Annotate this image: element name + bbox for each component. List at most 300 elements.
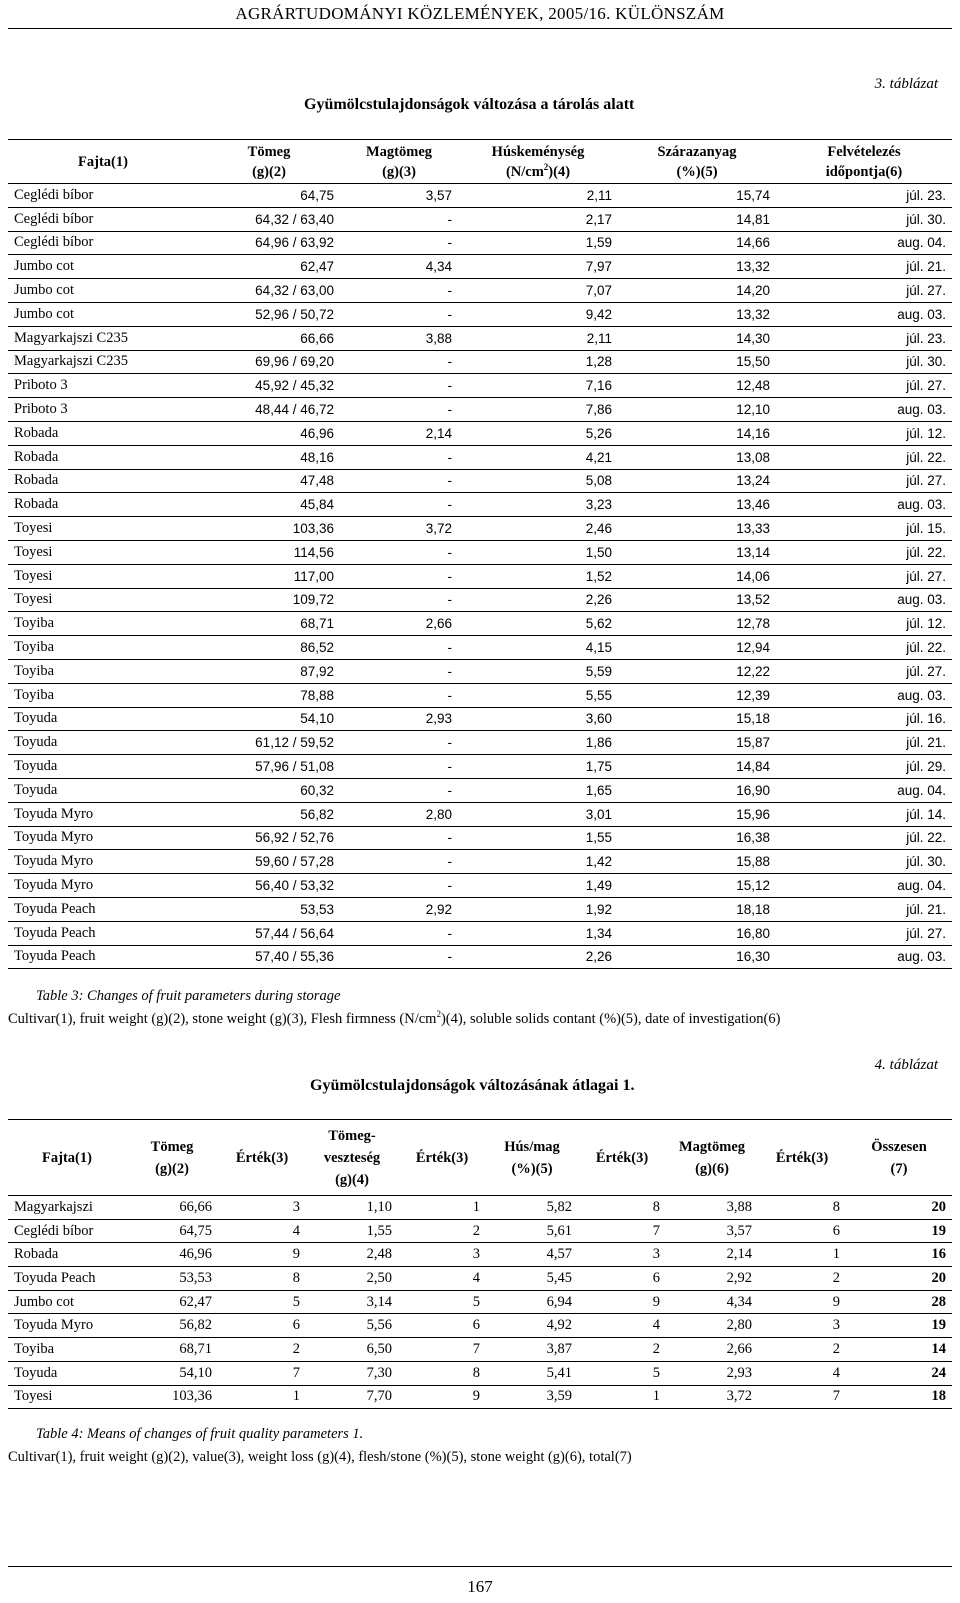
table3-header-stone: Magtömeg (g)(3): [365, 143, 433, 180]
cell-value: 7: [832, 1388, 840, 1405]
table3-row: [8, 279, 952, 303]
cell-loss: 7,30: [366, 1364, 392, 1381]
cell-value: 4: [652, 1317, 660, 1334]
cell-firmness: 5,08: [585, 473, 612, 489]
cell-solids: 14,30: [736, 330, 770, 346]
cell-firmness: 7,07: [585, 283, 612, 299]
cell-firmness: 1,75: [585, 759, 612, 775]
cell-weight: 45,92 / 45,32: [255, 378, 334, 394]
table3-row: [8, 874, 952, 898]
cell-firmness: 3,23: [585, 497, 612, 513]
table3-row: [8, 326, 952, 350]
cell-stone: 2,14: [425, 425, 452, 441]
table4-header-value: Érték(3): [235, 1149, 289, 1166]
cell-solids: 12,39: [736, 687, 770, 703]
table4-header-row: [8, 1120, 952, 1196]
cell-total: 18: [931, 1388, 946, 1405]
cell-stone: -: [447, 378, 452, 394]
cell-firmness: 2,11: [586, 330, 612, 346]
table3-legend: Cultivar(1), fruit weight (g)(2), stone weight (g)(3), Flesh firmness $(N/cm^2)(4)$, soluble solids contant (%)(5), date of investigation(6): [8, 1009, 781, 1027]
cell-date: júl. 30.: [906, 354, 946, 370]
cell-stone: 2,66: [726, 1340, 752, 1357]
cell-stone: -: [447, 640, 452, 656]
table3-header-solids: Szárazanyag (%)(5): [657, 143, 737, 180]
cell-date: júl. 27.: [906, 473, 946, 489]
cell-firmness: 1,42: [585, 854, 612, 870]
table4-number: 4. táblázat: [874, 1057, 938, 1073]
cell-firmness: 3,60: [585, 711, 612, 727]
cell-value: 8: [292, 1269, 300, 1286]
table4-header-value: Érték(3): [595, 1149, 649, 1166]
cell-stone: -: [447, 544, 452, 560]
cell-loss: 6,50: [366, 1340, 392, 1357]
cell-stone: 2,80: [425, 806, 452, 822]
cell-ratio: 3,59: [546, 1388, 572, 1405]
cell-cultivar: Toyuda: [14, 781, 58, 798]
cell-solids: 13,32: [736, 306, 770, 322]
cell-weight: 64,75: [179, 1222, 212, 1239]
cell-solids: 15,18: [736, 711, 770, 727]
cell-date: júl. 21.: [906, 259, 946, 275]
cell-date: júl. 30.: [906, 211, 946, 227]
cell-cultivar: Toyiba: [14, 1340, 55, 1357]
page-number: 167: [467, 1577, 493, 1596]
cell-ratio: 5,41: [546, 1364, 572, 1381]
cell-value: 4: [832, 1364, 840, 1381]
cell-date: júl. 23.: [906, 187, 946, 203]
table3-row: [8, 184, 952, 208]
cell-cultivar: Jumbo cot: [14, 1293, 75, 1310]
cell-date: aug. 04.: [897, 782, 946, 798]
table3-row: [8, 350, 952, 374]
table3-header-date: Felvételezés időpontja(6): [825, 143, 903, 180]
cell-loss: 1,10: [366, 1198, 392, 1215]
table4-header-ratio: Hús/mag (%)(5): [504, 1138, 560, 1177]
cell-cultivar: Magyarkajszi: [14, 1198, 93, 1215]
cell-loss: 5,56: [366, 1317, 392, 1334]
cell-cultivar: Toyesi: [14, 591, 53, 608]
cell-cultivar: Robada: [14, 472, 59, 489]
cell-solids: 14,20: [736, 283, 770, 299]
cell-cultivar: Toyuda Myro: [14, 877, 94, 893]
table4: [8, 1119, 952, 1409]
table3-row: [8, 493, 952, 517]
cell-firmness: 1,65: [585, 782, 612, 798]
cell-solids: 12,48: [736, 378, 770, 394]
cell-weight: 46,96: [300, 425, 334, 441]
cell-value: 9: [292, 1246, 300, 1263]
cell-stone: 3,88: [726, 1198, 752, 1215]
cell-value: 3: [472, 1246, 480, 1263]
cell-solids: 15,74: [736, 187, 770, 203]
table3-header-weight: Tömeg (g)(2): [247, 143, 291, 180]
table4-legend: Cultivar(1), fruit weight (g)(2), value(3), weight loss (g)(4), flesh/stone (%)(5), stone weight (g)(6), total(7): [8, 1449, 632, 1465]
cell-weight: 68,71: [179, 1340, 212, 1357]
cell-solids: 12,22: [736, 663, 770, 679]
cell-value: 8: [652, 1198, 660, 1215]
cell-cultivar: Toyuda: [14, 734, 58, 751]
cell-value: 2: [832, 1340, 840, 1357]
cell-solids: 12,78: [736, 616, 770, 632]
cell-value: 2: [292, 1340, 300, 1357]
table3-row: [8, 564, 952, 588]
cell-cultivar: Magyarkajszi C235: [14, 329, 128, 346]
cell-weight: 87,92: [300, 663, 334, 679]
journal-header: AGRÁRTUDOMÁNYI KÖZLEMÉNYEK, 2005/16. KÜLÖNSZÁM: [235, 4, 725, 23]
cell-date: júl. 23.: [906, 330, 946, 346]
cell-solids: 16,80: [736, 925, 770, 941]
table4-row: [8, 1338, 952, 1362]
cell-stone: 2,80: [726, 1317, 752, 1334]
cell-date: júl. 27.: [906, 378, 946, 394]
cell-weight: 114,56: [293, 544, 334, 560]
cell-weight: 52,96 / 50,72: [255, 306, 334, 322]
table4-row: [8, 1219, 952, 1243]
cell-stone: 3,88: [425, 330, 452, 346]
cell-weight: 86,52: [300, 640, 334, 656]
cell-stone: 2,93: [726, 1364, 752, 1381]
cell-firmness: 1,50: [585, 544, 612, 560]
cell-cultivar: Toyuda Peach: [14, 1269, 96, 1286]
cell-loss: 1,55: [366, 1222, 392, 1239]
cell-date: júl. 27.: [906, 283, 946, 299]
cell-solids: 13,14: [736, 544, 770, 560]
cell-weight: 54,10: [300, 711, 334, 727]
cell-stone: 2,66: [425, 616, 452, 632]
table3-header-firmness: Húskeménység $(N/cm^2)(4)$: [491, 143, 585, 180]
cell-stone: 2,92: [726, 1269, 752, 1286]
cell-cultivar: Toyuda: [14, 1364, 58, 1381]
cell-cultivar: Jumbo cot: [14, 282, 75, 299]
cell-firmness: 1,49: [585, 878, 612, 893]
cell-solids: 14,84: [736, 759, 770, 775]
table3-row: [8, 659, 952, 683]
cell-weight: 56,82: [300, 806, 334, 822]
cell-weight: 56,92 / 52,76: [255, 830, 334, 846]
cell-weight: 56,40 / 53,32: [255, 878, 334, 893]
table4-header-stone: Magtömeg (g)(6): [678, 1138, 746, 1177]
cell-cultivar: Toyesi: [14, 1388, 53, 1405]
cell-value: 1: [472, 1198, 480, 1215]
cell-cultivar: Toyuda Myro: [14, 829, 94, 846]
cell-stone: -: [447, 592, 452, 608]
cell-firmness: 1,86: [585, 735, 612, 751]
cell-cultivar: Ceglédi bíbor: [14, 210, 94, 227]
cell-ratio: 4,92: [546, 1317, 572, 1334]
cell-cultivar: Ceglédi bíbor: [14, 1222, 94, 1239]
cell-weight: 64,96 / 63,92: [255, 235, 334, 251]
cell-value: 6: [472, 1317, 480, 1334]
table3-row: [8, 731, 952, 755]
cell-stone: -: [447, 283, 452, 299]
cell-stone: 2,93: [425, 711, 452, 727]
cell-value: 9: [832, 1293, 840, 1310]
cell-date: júl. 15.: [906, 521, 946, 537]
cell-cultivar: Robada: [14, 496, 59, 513]
cell-solids: 14,06: [736, 568, 770, 584]
cell-date: júl. 27.: [906, 663, 946, 679]
table4-header-cultivar: Fajta(1): [42, 1149, 92, 1166]
cell-cultivar: Toyuda Myro: [14, 1317, 94, 1334]
cell-value: 2: [472, 1222, 480, 1239]
cell-weight: 68,71: [300, 616, 334, 632]
header-rule: [8, 28, 952, 29]
table3-row: [8, 231, 952, 255]
cell-value: 6: [832, 1222, 840, 1239]
cell-stone: 3,72: [726, 1388, 752, 1405]
cell-date: aug. 03.: [897, 949, 946, 965]
cell-weight: 109,72: [292, 592, 334, 608]
cell-value: 8: [832, 1198, 840, 1215]
cell-value: 1: [652, 1388, 660, 1405]
cell-value: 2: [652, 1340, 660, 1357]
cell-date: júl. 22.: [906, 544, 946, 560]
cell-cultivar: Toyesi: [14, 543, 53, 560]
table4-header-value: Érték(3): [775, 1149, 829, 1166]
cell-cultivar: Magyarkajszi C235: [14, 353, 128, 370]
table3-row: [8, 398, 952, 422]
cell-firmness: 2,26: [585, 592, 612, 608]
cell-cultivar: Toyuda: [14, 710, 58, 727]
cell-stone: -: [447, 497, 452, 513]
cell-loss: 2,48: [366, 1246, 392, 1263]
table4-title: Gyümölcstulajdonságok változásának átlagai 1.: [310, 1077, 635, 1094]
cell-total: 14: [931, 1340, 946, 1357]
cell-cultivar: Ceglédi bíbor: [14, 186, 94, 203]
cell-solids: 13,33: [736, 521, 770, 537]
table4-row: [8, 1196, 952, 1220]
table3-body: [8, 184, 952, 969]
table4-row: [8, 1385, 952, 1409]
table3-row: [8, 945, 952, 969]
cell-solids: 16,30: [736, 949, 770, 965]
cell-firmness: 5,26: [585, 425, 612, 441]
cell-loss: 3,14: [366, 1293, 392, 1310]
cell-value: 3: [652, 1246, 660, 1263]
cell-firmness: 2,46: [585, 521, 612, 537]
cell-stone: 4,34: [726, 1293, 752, 1310]
cell-ratio: 5,61: [546, 1222, 572, 1239]
cell-cultivar: Jumbo cot: [14, 258, 75, 275]
cell-solids: 12,94: [736, 640, 770, 656]
cell-weight: 64,75: [300, 187, 334, 203]
cell-value: 4: [472, 1269, 480, 1286]
table3-caption: Table 3: Changes of fruit parameters during storage: [36, 988, 341, 1004]
cell-weight: 54,10: [179, 1364, 212, 1381]
cell-stone: -: [447, 759, 452, 775]
cell-weight: 62,47: [300, 259, 334, 275]
cell-value: 5: [652, 1364, 660, 1381]
cell-cultivar: Ceglédi bíbor: [14, 234, 94, 251]
table3-row: [8, 921, 952, 945]
cell-stone: 3,57: [425, 187, 452, 203]
cell-weight: 53,53: [179, 1269, 212, 1286]
table4-body: [8, 1196, 952, 1409]
cell-value: 3: [832, 1317, 840, 1334]
cell-solids: 15,12: [736, 878, 770, 893]
table3-row: [8, 897, 952, 921]
table4-row: [8, 1314, 952, 1338]
cell-solids: 16,38: [736, 830, 770, 846]
cell-firmness: 2,17: [585, 211, 612, 227]
table3-row: [8, 778, 952, 802]
cell-weight: 48,44 / 46,72: [255, 402, 334, 418]
table3-row: [8, 421, 952, 445]
cell-cultivar: Toyuda Peach: [14, 900, 96, 917]
cell-weight: 59,60 / 57,28: [255, 854, 334, 870]
cell-value: 5: [292, 1293, 300, 1310]
table4-row: [8, 1361, 952, 1385]
cell-firmness: 4,21: [585, 449, 612, 465]
cell-date: júl. 16.: [906, 711, 946, 727]
cell-cultivar: Toyuda Myro: [14, 805, 94, 822]
cell-firmness: 1,34: [585, 925, 612, 941]
cell-stone: -: [447, 782, 452, 798]
cell-value: 7: [652, 1222, 660, 1239]
cell-stone: -: [447, 949, 452, 965]
cell-cultivar: Jumbo cot: [14, 305, 75, 322]
cell-date: júl. 22.: [906, 449, 946, 465]
cell-solids: 15,96: [736, 806, 770, 822]
cell-stone: -: [447, 878, 452, 893]
cell-weight: 47,48: [300, 473, 334, 489]
cell-firmness: 2,26: [585, 949, 612, 965]
table4-header-total: Összesen (7): [871, 1138, 927, 1177]
table4-row: [8, 1290, 952, 1314]
cell-stone: -: [447, 687, 452, 703]
table3-title: Gyümölcstulajdonságok változása a tárolás alatt: [304, 96, 635, 113]
cell-weight: 48,16: [300, 449, 334, 465]
cell-firmness: 4,15: [585, 640, 612, 656]
cell-value: 2: [832, 1269, 840, 1286]
cell-stone: -: [447, 235, 452, 251]
cell-solids: 18,18: [736, 901, 770, 917]
cell-weight: 56,82: [179, 1317, 212, 1334]
cell-cultivar: Toyuda: [14, 758, 58, 775]
cell-ratio: 3,87: [546, 1340, 572, 1357]
cell-weight: 78,88: [300, 687, 334, 703]
cell-cultivar: Priboto 3: [14, 401, 68, 418]
cell-stone: -: [447, 306, 452, 322]
cell-stone: -: [447, 402, 452, 418]
table3-row: [8, 207, 952, 231]
cell-firmness: 5,59: [585, 663, 612, 679]
cell-date: júl. 30.: [906, 854, 946, 870]
cell-stone: 3,57: [726, 1222, 752, 1239]
table3-row: [8, 445, 952, 469]
cell-cultivar: Robada: [14, 448, 59, 465]
cell-firmness: 7,97: [585, 259, 612, 275]
cell-cultivar: Toyesi: [14, 567, 53, 584]
table3-row: [8, 707, 952, 731]
cell-value: 1: [292, 1388, 300, 1405]
cell-total: 20: [931, 1198, 946, 1215]
cell-solids: 13,24: [736, 473, 770, 489]
cell-weight: 69,96 / 69,20: [255, 354, 334, 370]
cell-date: júl. 14.: [906, 806, 946, 822]
cell-weight: 57,44 / 56,64: [255, 925, 334, 941]
cell-firmness: 5,55: [585, 687, 612, 703]
cell-cultivar: Toyiba: [14, 639, 55, 656]
table3-header-cultivar: Fajta(1): [78, 153, 128, 170]
cell-cultivar: Toyiba: [14, 615, 55, 632]
cell-weight: 62,47: [179, 1293, 212, 1310]
cell-date: júl. 22.: [906, 640, 946, 656]
cell-solids: 15,87: [736, 735, 770, 751]
cell-weight: 61,12 / 59,52: [255, 735, 334, 751]
cell-firmness: 5,62: [585, 616, 612, 632]
cell-solids: 16,90: [736, 782, 770, 798]
table4-row: [8, 1267, 952, 1291]
table3-row: [8, 850, 952, 874]
cell-value: 9: [472, 1388, 480, 1405]
cell-date: júl. 21.: [906, 735, 946, 751]
cell-firmness: 7,16: [585, 378, 612, 394]
cell-stone: 2,14: [726, 1246, 752, 1263]
cell-firmness: 9,42: [585, 306, 612, 322]
cell-stone: -: [447, 354, 452, 370]
cell-stone: -: [447, 211, 452, 227]
cell-value: 4: [292, 1222, 300, 1239]
cell-value: 6: [292, 1317, 300, 1334]
cell-value: 7: [472, 1340, 480, 1357]
table3-row: [8, 302, 952, 326]
cell-stone: -: [447, 735, 452, 751]
cell-cultivar: Robada: [14, 1246, 59, 1263]
cell-firmness: 1,52: [585, 568, 612, 584]
cell-weight: 60,32: [300, 782, 334, 798]
table3-row: [8, 802, 952, 826]
cell-weight: 103,36: [292, 521, 334, 537]
table3-row: [8, 612, 952, 636]
cell-weight: 66,66: [300, 330, 334, 346]
cell-weight: 57,96 / 51,08: [255, 759, 334, 775]
cell-solids: 13,46: [736, 497, 770, 513]
cell-firmness: 1,55: [585, 830, 612, 846]
table4-header-loss: Tömeg- veszteség (g)(4): [323, 1127, 381, 1188]
cell-date: júl. 12.: [906, 616, 946, 632]
cell-ratio: 4,57: [546, 1246, 572, 1263]
cell-weight: 103,36: [172, 1388, 212, 1405]
table3-row: [8, 374, 952, 398]
cell-loss: 2,50: [366, 1269, 392, 1286]
cell-solids: 13,52: [736, 592, 770, 608]
cell-cultivar: Priboto 3: [14, 377, 68, 394]
table3-row: [8, 588, 952, 612]
cell-solids: 13,08: [736, 449, 770, 465]
cell-date: aug. 03.: [897, 687, 946, 703]
cell-firmness: 1,59: [585, 235, 612, 251]
cell-stone: 2,92: [425, 901, 452, 917]
cell-weight: 53,53: [300, 901, 334, 917]
cell-value: 1: [832, 1246, 840, 1263]
cell-stone: -: [447, 473, 452, 489]
cell-cultivar: Toyuda Peach: [14, 924, 96, 941]
cell-firmness: 1,92: [585, 901, 612, 917]
cell-solids: 15,50: [736, 354, 770, 370]
cell-solids: 15,88: [736, 854, 770, 870]
cell-stone: -: [447, 830, 452, 846]
cell-date: aug. 03.: [897, 306, 946, 322]
cell-firmness: 3,01: [585, 806, 612, 822]
cell-firmness: 7,86: [585, 402, 612, 418]
cell-date: júl. 22.: [906, 830, 946, 846]
cell-value: 8: [472, 1364, 480, 1381]
cell-cultivar: Toyuda Myro: [14, 853, 94, 870]
cell-total: 19: [931, 1222, 946, 1239]
cell-date: júl. 12.: [906, 425, 946, 441]
cell-date: júl. 27.: [906, 568, 946, 584]
